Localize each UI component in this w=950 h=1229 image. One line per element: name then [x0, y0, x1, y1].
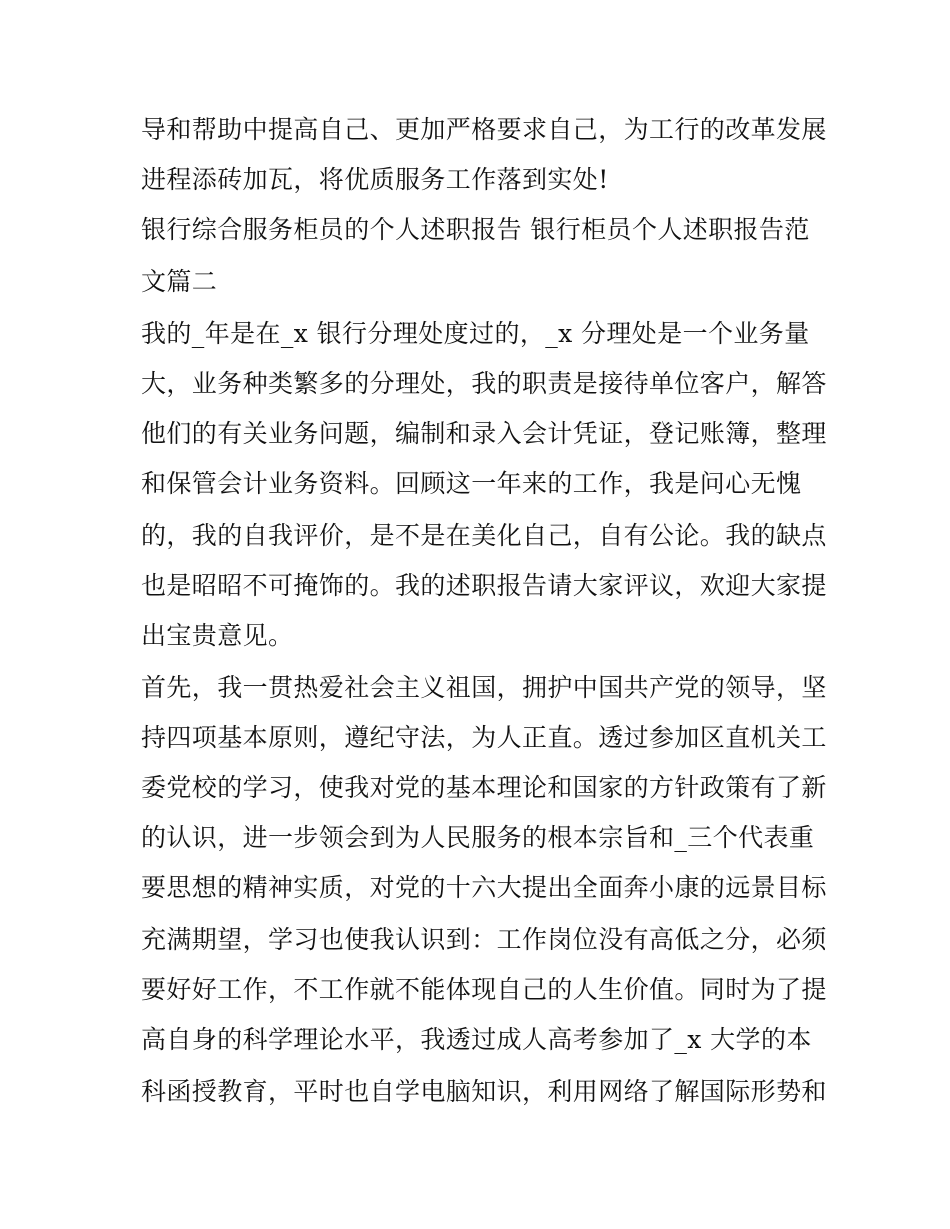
text-line: 持四项基本原则，遵纪守法，为人正直。透过参加区直机关工: [141, 723, 827, 752]
text-line: 导和帮助中提高自己、更加严格要求自己，为工行的改革发展: [141, 115, 827, 144]
text-line: 的，我的自我评价，是不是在美化自己，自有公论。我的缺点: [141, 521, 827, 550]
text-line: 委党校的学习，使我对党的基本理论和国家的方针政策有了新: [141, 773, 827, 802]
text-line: 出宝贵意见。: [141, 621, 294, 650]
text-line: 进程添砖加瓦，将优质服务工作落到实处!: [141, 165, 609, 194]
section-title-line: 银行综合服务柜员的个人述职报告 银行柜员个人述职报告范: [141, 215, 810, 244]
text-line: 要好好工作，不工作就不能体现自己的人生价值。同时为了提: [141, 975, 827, 1004]
text-line: 也是昭昭不可掩饰的。我的述职报告请大家评议，欢迎大家提: [141, 571, 827, 600]
text-line: 要思想的精神实质，对党的十六大提出全面奔小康的远景目标: [141, 873, 827, 902]
text-line: 的认识，进一步领会到为人民服务的根本宗旨和_三个代表重: [141, 823, 815, 852]
text-line: 我的_年是在_x 银行分理处度过的，_x 分理处是一个业务量: [141, 319, 810, 348]
text-line: 他们的有关业务问题，编制和录入会计凭证，登记账簿，整理: [141, 419, 827, 448]
text-line: 和保管会计业务资料。回顾这一年来的工作，我是问心无愧: [141, 469, 802, 498]
text-line: 充满期望，学习也使我认识到：工作岗位没有高低之分，必须: [141, 925, 827, 954]
text-line: 科函授教育，平时也自学电脑知识，利用网络了解国际形势和: [141, 1077, 827, 1106]
text-line: 首先，我一贯热爱社会主义祖国，拥护中国共产党的领导，坚: [141, 673, 827, 702]
text-line: 高自身的科学理论水平，我透过成人高考参加了_x 大学的本: [141, 1025, 812, 1054]
text-line: 大，业务种类繁多的分理处，我的职责是接待单位客户，解答: [141, 369, 827, 398]
section-title-line: 文篇二: [141, 267, 218, 296]
